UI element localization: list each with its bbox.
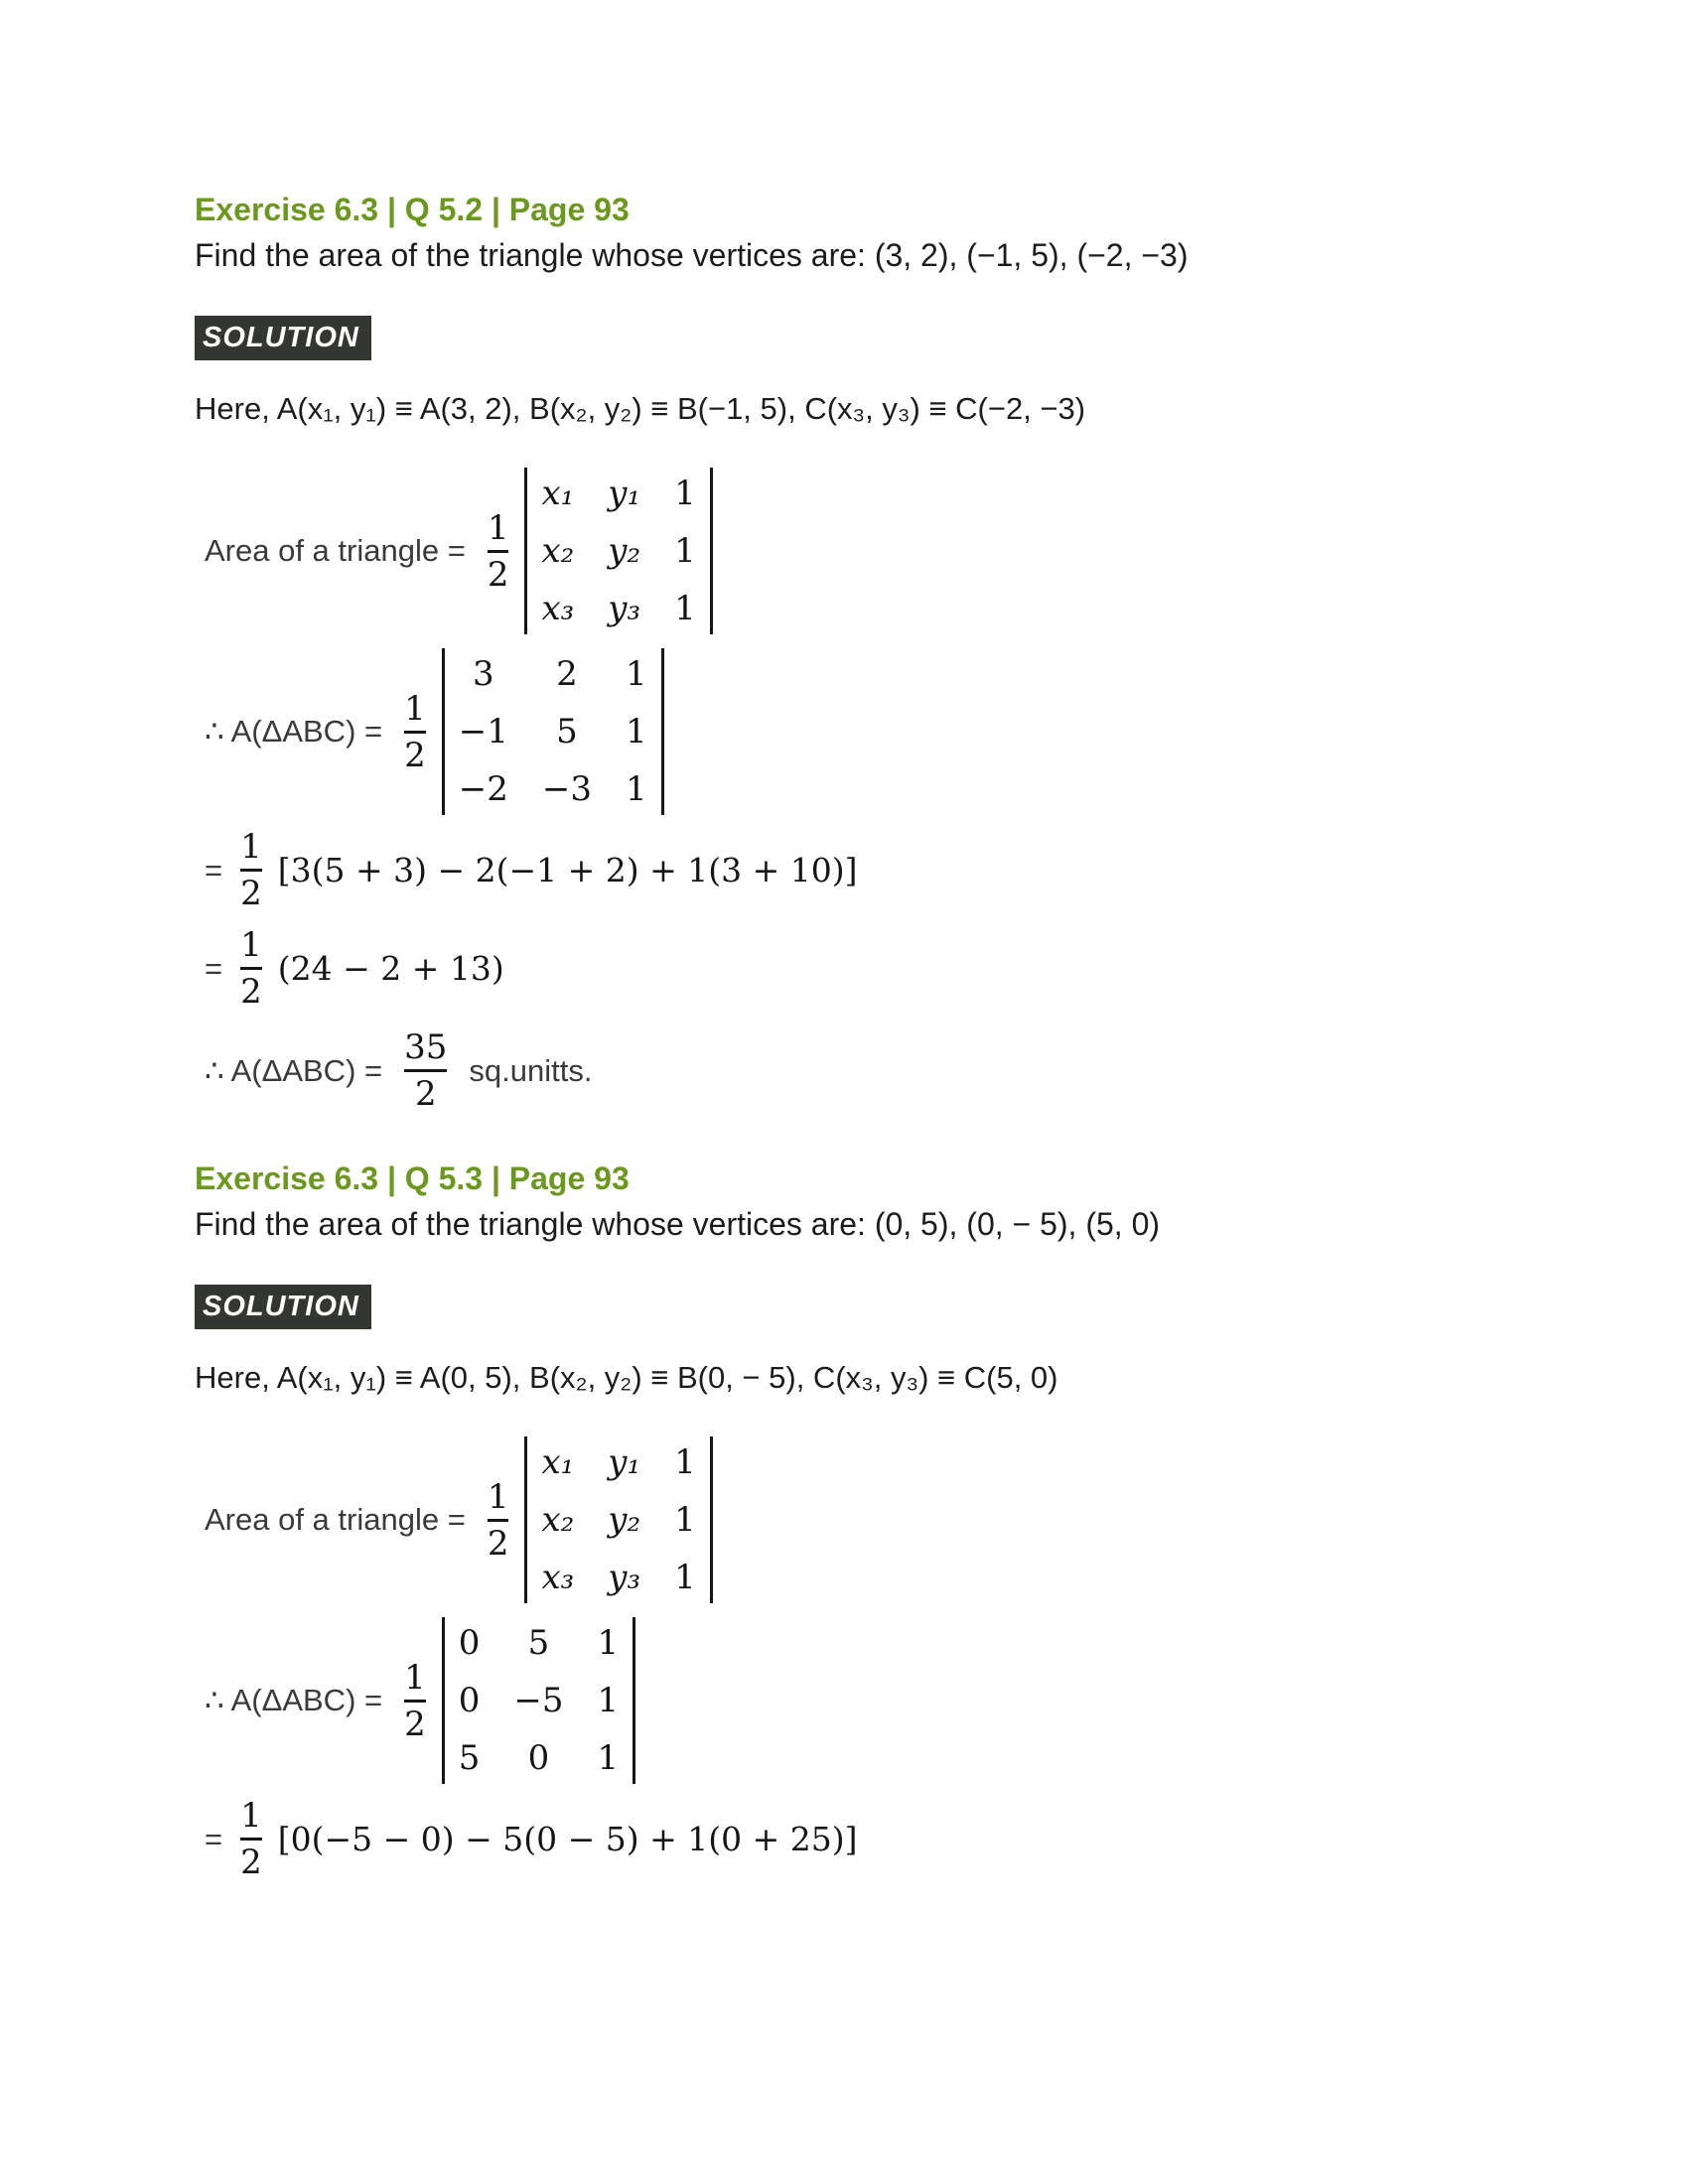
step-label: ∴ A(ΔABC) =: [205, 1683, 383, 1717]
sum-step-row: [205, 925, 1628, 1012]
matrix-cell: 2: [556, 654, 578, 694]
matrix-cell: 1: [626, 712, 647, 751]
matrix-cell: x₁: [541, 474, 575, 513]
matrix-cell: 5: [527, 1623, 550, 1663]
matrix-cell: y₃: [608, 589, 641, 628]
matrix-cell: 3: [473, 654, 494, 694]
matrix-cell: 1: [674, 1558, 696, 1597]
equals-sign: =: [205, 852, 223, 887]
fraction-bar: [488, 1519, 509, 1522]
matrix-cell: 1: [674, 1442, 696, 1482]
fraction-numerator: 1: [487, 1476, 509, 1517]
formula-label: Area of a triangle =: [205, 533, 466, 568]
given-points-line: Here, A(x₁, y₁) ≡ A(0, 5), B(x₂, y₂) ≡ B(0, − 5), C(x₃, y₃) ≡ C(5, 0): [195, 1360, 1058, 1395]
matrix-cell: 1: [626, 654, 647, 694]
matrix-cell: 1: [674, 531, 696, 571]
fraction-bar: [404, 731, 426, 734]
determinant: [524, 468, 712, 634]
matrix-cell: 5: [556, 712, 578, 751]
exercise-q53-section: [195, 1160, 1628, 1882]
problem-statement: Find the area of the triangle whose vertices are: (0, 5), (0, − 5), (5, 0): [195, 1206, 1161, 1242]
determinant-grid: [442, 1617, 635, 1784]
fraction-numerator: 1: [240, 1796, 262, 1836]
solution-label: SOLUTION: [195, 1285, 371, 1329]
fraction-bar: [240, 1838, 262, 1841]
matrix-cell: −1: [458, 712, 508, 751]
area-formula-row: [205, 1436, 1628, 1603]
matrix-cell: 1: [597, 1738, 620, 1778]
equals-sign: =: [205, 950, 223, 986]
fraction-denominator: 2: [240, 874, 262, 913]
determinant-step-row: [205, 1617, 1628, 1784]
fraction-denominator: 2: [414, 1074, 437, 1114]
matrix-cell: 0: [527, 1738, 550, 1778]
fraction: [488, 508, 509, 595]
fraction: [404, 1027, 447, 1114]
matrix-cell: 0: [458, 1681, 481, 1720]
formula-label: Area of a triangle =: [205, 1502, 466, 1537]
fraction: [404, 1658, 426, 1744]
matrix-cell: −3: [541, 769, 593, 809]
fraction-numerator: 1: [404, 688, 426, 729]
fraction-denominator: 2: [240, 1843, 262, 1882]
fraction-bar: [240, 967, 262, 970]
determinant-grid: [524, 1436, 712, 1603]
fraction-denominator: 2: [240, 972, 262, 1012]
matrix-cell: 1: [674, 474, 696, 513]
fraction-numerator: 1: [404, 1657, 426, 1698]
fraction-bar: [404, 1700, 426, 1703]
fraction: [488, 1477, 509, 1564]
area-formula-row: [205, 468, 1628, 634]
matrix-cell: −2: [458, 769, 508, 809]
solution-label: SOLUTION: [195, 316, 371, 360]
fraction-numerator: 35: [404, 1027, 448, 1067]
matrix-cell: y₂: [608, 531, 641, 571]
matrix-cell: 5: [458, 1738, 481, 1778]
determinant-grid: [442, 648, 664, 815]
fraction-denominator: 2: [487, 554, 509, 595]
fraction-bar: [240, 869, 262, 872]
matrix-cell: 1: [674, 589, 696, 628]
matrix-cell: 1: [674, 1500, 696, 1540]
matrix-cell: 1: [626, 769, 647, 809]
determinant: [442, 1617, 635, 1784]
fraction-denominator: 2: [404, 1704, 426, 1744]
matrix-cell: x₃: [541, 589, 575, 628]
step-label: ∴ A(ΔABC) =: [205, 714, 383, 749]
fraction: [240, 925, 262, 1012]
expression: [3(5 + 3) − 2(−1 + 2) + 1(3 + 10)]: [277, 851, 858, 889]
matrix-cell: y₃: [608, 1558, 641, 1597]
fraction-numerator: 1: [240, 925, 262, 965]
problem-statement: Find the area of the triangle whose vertices are: (3, 2), (−1, 5), (−2, −3): [195, 237, 1189, 273]
expression: (24 − 2 + 13): [277, 949, 504, 988]
exercise-q52-section: [195, 191, 1628, 1114]
determinant-grid: [524, 468, 712, 634]
matrix-cell: x₂: [541, 531, 575, 571]
exercise-heading: Exercise 6.3 | Q 5.2 | Page 93: [195, 192, 630, 227]
expansion-step-row: [205, 1796, 1628, 1882]
matrix-cell: y₁: [608, 1442, 641, 1482]
expression: [0(−5 − 0) − 5(0 − 5) + 1(0 + 25)]: [277, 1820, 858, 1858]
fraction-bar: [488, 550, 509, 553]
matrix-cell: 1: [597, 1681, 620, 1720]
matrix-cell: x₁: [541, 1442, 575, 1482]
fraction: [404, 689, 426, 775]
matrix-cell: x₃: [541, 1558, 575, 1597]
fraction-bar: [404, 1069, 447, 1072]
matrix-cell: x₂: [541, 1500, 575, 1540]
matrix-cell: 0: [458, 1623, 481, 1663]
fraction: [240, 827, 262, 913]
matrix-cell: y₁: [608, 474, 641, 513]
fraction-denominator: 2: [487, 1523, 509, 1564]
result-label: ∴ A(ΔABC) =: [205, 1052, 383, 1088]
matrix-cell: 1: [597, 1623, 620, 1663]
fraction-denominator: 2: [404, 735, 426, 775]
exercise-heading: Exercise 6.3 | Q 5.3 | Page 93: [195, 1160, 630, 1196]
determinant: [524, 1436, 712, 1603]
result-row: [205, 1027, 1628, 1114]
determinant-step-row: [205, 648, 1628, 815]
determinant: [442, 648, 664, 815]
equals-sign: =: [205, 1821, 223, 1856]
given-points-line: Here, A(x₁, y₁) ≡ A(3, 2), B(x₂, y₂) ≡ B(−1, 5), C(x₃, y₃) ≡ C(−2, −3): [195, 391, 1086, 426]
result-units: sq.unitts.: [469, 1052, 593, 1088]
fraction-numerator: 1: [487, 507, 509, 548]
fraction: [240, 1796, 262, 1882]
expansion-step-row: [205, 827, 1628, 913]
matrix-cell: −5: [513, 1681, 564, 1720]
matrix-cell: y₂: [608, 1500, 641, 1540]
fraction-numerator: 1: [240, 827, 262, 867]
